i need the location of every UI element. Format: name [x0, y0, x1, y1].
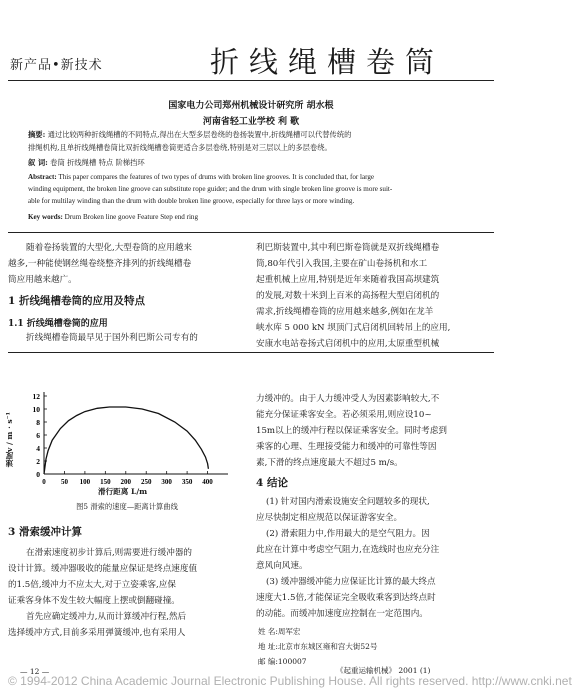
section-tag: 新产品•新技术 — [10, 58, 103, 73]
heading-4: 4 结论 — [256, 477, 288, 489]
abstract-cn-line: 通过比较两种折线绳槽的不同特点,得出在大型多层卷绕的卷扬装置中,折线绳槽可以代替传统的 — [47, 130, 352, 139]
left-col-para: 折线绳槽卷筒最早见于国外利巴斯公司专有的 — [26, 333, 198, 343]
heading-1: 1 折线绳槽卷筒的应用及特点 — [8, 295, 145, 307]
column-rule — [8, 352, 494, 353]
x-tick-label: 400 — [202, 478, 213, 486]
y-tick-label: 12 — [32, 392, 40, 401]
x-tick-label: 150 — [100, 478, 111, 486]
abstract-cn-label: 摘要: — [28, 130, 46, 139]
watermark: © 1994-2012 China Academic Journal Electronic Publishing House. All rights reserved. http://www.cnki.net — [8, 674, 572, 688]
y-tick-label: 0 — [36, 470, 40, 479]
heading-1-1: 1.1 折线绳槽卷筒的应用 — [8, 319, 108, 329]
chart-axes — [44, 392, 228, 474]
left-col-top: 随着卷扬装置的大型化,大型卷筒的应用越来 越多,一种能使钢丝绳卷绕整齐排列的折线绳槽卷 筒应用越来越广。 — [8, 243, 193, 285]
y-tick-label: 6 — [36, 431, 40, 440]
author-contact: 姓 名:周军宏 地 址:北京市东城区雍和宫大街52号 邮 编:100007 — [258, 627, 378, 666]
chart-y-label: 速度v / m · s⁻¹ — [5, 412, 14, 468]
abstract-cn — [28, 128, 488, 154]
y-tick-label: 10 — [32, 405, 40, 414]
heading-3: 3 滑索缓冲计算 — [8, 526, 82, 538]
conclusions: (1) 针对国内滑索设施安全问题较多的现状, 应尽快制定相应规范以保证游客安全。 (2) 滑索阻力中,作用最大的是空气阻力。因 此应在计算中考虑空气阻力,在选线时也应充分注 意风向风速。 (3) 缓冲器缓冲能力应保证比计算的最大终点 速度大1.5倍,才能保证完全吸收乘客到达终点时 的动能。而缓冲加速度应控制在一定范围内。 — [256, 497, 440, 619]
y-tick-label: 4 — [36, 444, 40, 453]
abstract-rule — [8, 232, 494, 233]
x-tick-label: 250 — [140, 478, 152, 486]
right-col-top: 利巴斯装置中,其中利巴斯卷筒就是双折线绳槽卷 筒,80年代引入我国,主要在矿山卷扬机和水工 起重机械上应用,特别是近年来随着我国高坝建筑 的发展,对数十米到上百米的高扬程大型启闭机的 需求,折线绳槽卷筒的应用越来越多,例如在龙羊 峡水库 5 000 kN 坝顶门式启闭机回转吊上的应用, 安康水电站卷扬式启闭机中的应用,太原重型机械 — [256, 243, 451, 349]
series-line — [44, 407, 208, 474]
page-title: 折线绳槽卷筒 — [210, 45, 445, 79]
x-tick-label: 350 — [181, 478, 193, 486]
page-number: — 12 — — [20, 667, 50, 676]
y-tick-label: 2 — [36, 457, 40, 466]
abstract-en: Abstract: This paper compares the features of two types of drums with broken line grooves. It is concluded that, for large winding equipment, the broken line groove can substitute rope guider; and the drum with single broken line groove is more suit- able for multilay winding than the drum with double broken line groove, especially for three lays or more winding. — [28, 173, 393, 205]
y-tick-label: 8 — [36, 418, 40, 427]
speed-distance-chart — [10, 388, 240, 500]
header-rule — [8, 80, 494, 81]
journal-footer: 《起重运输机械》 2001 (1) — [336, 666, 431, 675]
x-tick-label: 100 — [79, 478, 91, 486]
figure-caption: 图5 滑索的速度—距离计算曲线 — [76, 502, 178, 511]
keywords-cn: 叙 词: 卷筒 折线绳槽 特点 阶梯挡环 — [28, 158, 145, 167]
chart-ticks — [33, 392, 214, 486]
x-tick-label: 50 — [60, 478, 68, 486]
right-col-bottom: 力缓冲的。由于人力缓冲受人为因素影响较大,不 能充分保证乘客安全。若必须采用,则应设10~ 15m以上的缓冲行程以保证乘客安全。同时考虑到 乘客的心理、生理接受能力和缓冲的可靠性等因 素,下滑的终点速度最大不超过5 m/s。 — [256, 394, 447, 468]
x-tick-label: 200 — [120, 478, 132, 486]
x-tick-label: 300 — [161, 478, 172, 486]
x-tick-label: 0 — [42, 478, 46, 486]
author-affiliation-2: 河南省轻工业学校 利 歌 — [202, 117, 300, 127]
keywords-en: Key words: Drum Broken line goove Feature Step end ring — [28, 213, 199, 221]
chart-series — [44, 407, 208, 474]
chart-x-label: 滑行距离 L/m — [98, 487, 148, 496]
abstract-cn-line: 排绳机构,且单折线绳槽卷筒比双折线绳槽卷筒更适合多层卷绕,特别是对三层以上的多层卷绕。 — [28, 143, 332, 152]
left-col-bottom: 在滑索速度初步计算后,则需要进行缓冲器的 设计计算。缓冲器吸收的能量应保证是终点速度值 的1.5倍,缓冲力不应太大,对于立姿乘客,应保 证乘客身体不发生较大幅度上摆或倒翻碰撞。 首先应确定缓冲力,从而计算缓冲行程,然后 选择缓冲方式,目前多采用弹簧缓冲,也有采用人 — [8, 548, 198, 638]
author-affiliation-1: 国家电力公司郑州机械设计研究所 胡水根 — [168, 101, 334, 111]
